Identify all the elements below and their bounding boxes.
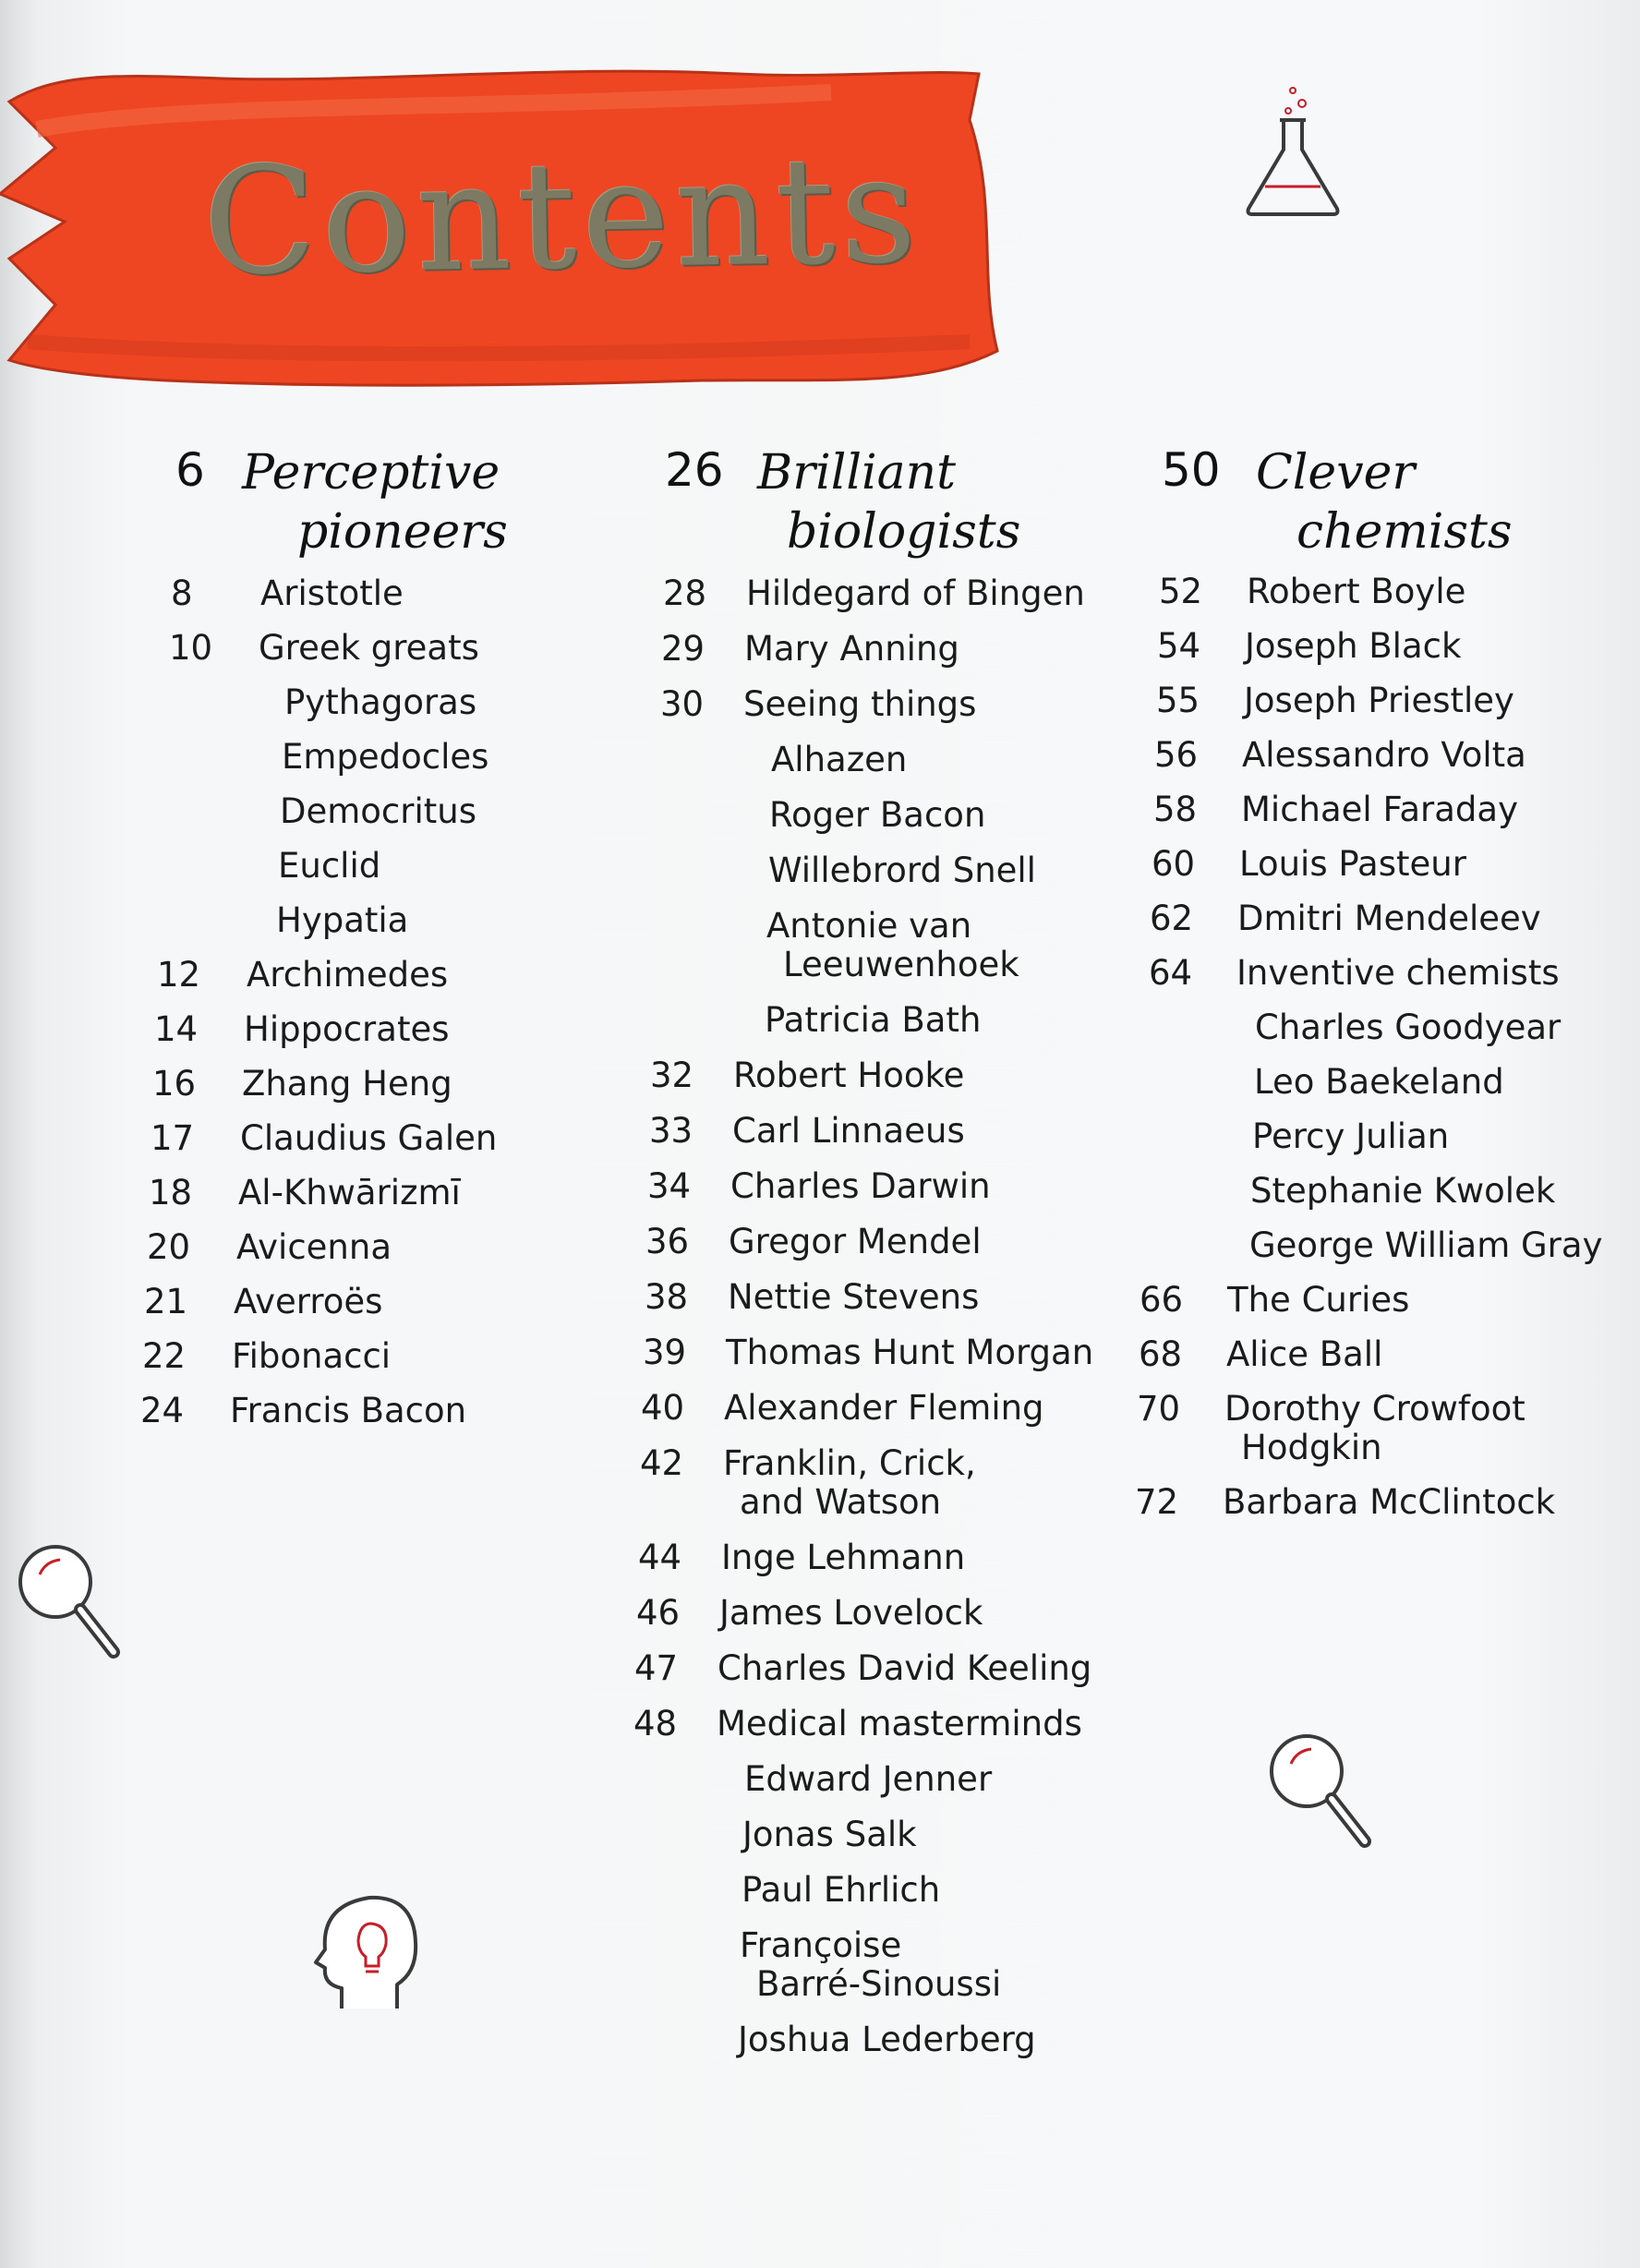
entry-page-number: 55 [1156,681,1200,720]
entry-title: Pythagoras [284,682,477,722]
entry-title: Paul Ehrlich [742,1870,941,1910]
entry-page-number: 66 [1140,1280,1184,1320]
entry-title: Mary Anning [744,629,959,669]
entry-title: Hypatia [276,900,409,940]
entry-page-number: 22 [142,1336,187,1376]
entry-title: Democritus [280,791,477,831]
entry-page-number: 54 [1157,626,1201,666]
entry-title: James Lovelock [719,1593,983,1633]
entry-page-number: 30 [660,684,705,724]
entry-page-number: 47 [634,1648,679,1688]
entry-title-continued: Leeuwenhoek [783,945,1019,984]
entry-title: Patricia Bath [765,1000,982,1040]
entry-title: Joseph Black [1245,626,1462,666]
entry-title: Avicenna [236,1227,392,1267]
entry-title: Charles Goodyear [1255,1007,1562,1047]
entry-title: Jonas Salk [742,1815,917,1854]
entry-title: George William Gray [1249,1225,1603,1265]
entry-title: Charles David Keeling [718,1648,1092,1688]
entry-title: Robert Hooke [733,1056,965,1095]
head-lightbulb-icon [305,1888,425,2018]
entry-title: Thomas Hunt Morgan [726,1333,1094,1372]
entry-page-number: 24 [140,1391,185,1430]
entry-page-number: 29 [661,629,705,669]
entry-page-number: 34 [647,1166,692,1206]
entry-title: Franklin, Crick, [723,1443,976,1483]
entry-page-number: 42 [640,1443,684,1483]
entry-page-number: 72 [1135,1482,1179,1522]
magnifier-icon [14,1538,125,1667]
entry-page-number: 64 [1149,953,1193,993]
entry-page-number: 58 [1153,790,1198,829]
entry-page-number: 68 [1139,1334,1183,1374]
entry-title-continued: and Watson [740,1482,942,1522]
entry-title: Alhazen [771,740,908,779]
entry-title: Percy Julian [1252,1116,1450,1156]
section-perceptive-pioneers [175,443,563,582]
entry-page-number: 40 [641,1388,685,1428]
section-page-number: 26 [665,443,724,497]
section-heading [665,443,1090,582]
entry-page-number: 17 [151,1118,195,1158]
entry-title: Joseph Priestley [1244,681,1514,720]
flask-icon [1237,83,1348,222]
section-page-number: 6 [175,443,205,497]
entry-title: Michael Faraday [1241,790,1518,829]
entry-title: Joshua Lederberg [738,2020,1036,2059]
entry-title: Robert Boyle [1247,572,1466,611]
entry-title-continued: Hodgkin [1241,1428,1382,1467]
entry-title: Hildegard of Bingen [746,573,1085,613]
entry-title: Al-Khwārizmī [238,1173,461,1212]
entry-title: Alessandro Volta [1242,735,1526,775]
section-page-number: 50 [1162,443,1221,497]
entry-title: Françoise [740,1925,902,1965]
entry-title: Louis Pasteur [1239,844,1466,884]
section-title: Brilliant biologists [757,445,1021,560]
entry-title: Barbara McClintock [1223,1482,1556,1522]
entry-page-number: 52 [1159,572,1203,611]
entry-title: Stephanie Kwolek [1250,1171,1556,1211]
entry-title: Willebrord Snell [768,850,1036,890]
entry-title: Dmitri Mendeleev [1237,899,1541,938]
entry-page-number: 18 [149,1173,193,1212]
entry-title: Medical masterminds [717,1704,1082,1743]
entry-title: Inge Lehmann [721,1538,966,1577]
entry-title: Averroës [234,1282,383,1321]
entry-title: Charles Darwin [730,1166,991,1206]
entry-page-number: 10 [169,628,213,668]
entry-title: Gregor Mendel [729,1222,982,1261]
entry-title: Euclid [278,846,381,886]
entry-page-number: 62 [1150,899,1194,938]
section-title: Perceptive pioneers [242,445,508,560]
entry-title: Nettie Stevens [728,1277,980,1317]
section-clever-chemists [1162,443,1605,582]
entry-title: Seeing things [743,684,977,724]
entry-title: Roger Bacon [769,795,986,835]
entry-title: Aristotle [260,573,404,613]
entry-page-number: 36 [645,1222,690,1261]
entry-page-number: 44 [638,1538,682,1577]
entry-page-number: 46 [636,1593,681,1633]
entry-page-number: 21 [144,1282,188,1321]
section-brilliant-biologists [665,443,1090,582]
entry-title: Empedocles [282,737,489,777]
entry-page-number: 14 [154,1009,199,1049]
entry-title: The Curies [1227,1280,1410,1320]
entry-title: Edward Jenner [744,1759,993,1799]
entry-title: Antonie van [766,906,972,946]
entry-page-number: 12 [157,955,201,995]
entry-page-number: 8 [171,573,193,613]
entry-title: Zhang Heng [242,1064,452,1104]
entry-page-number: 20 [147,1227,191,1267]
entry-page-number: 39 [643,1333,687,1372]
entry-title: Hippocrates [244,1009,450,1049]
entry-page-number: 60 [1152,844,1196,884]
entry-title: Francis Bacon [230,1391,467,1430]
entry-title: Archimedes [247,955,449,995]
entry-title: Leo Baekeland [1254,1062,1504,1102]
entry-title: Fibonacci [232,1336,392,1376]
section-title: Clever chemists [1256,445,1513,560]
entry-title: Inventive chemists [1236,953,1560,993]
entry-title-continued: Barré-Sinoussi [756,1964,1002,2004]
magnifier-icon [1265,1727,1376,1856]
entry-title: Alice Ball [1226,1334,1383,1374]
page-title: Contents [201,123,923,308]
entry-page-number: 38 [645,1277,689,1317]
section-heading [175,443,563,582]
entry-title: Claudius Galen [240,1118,498,1158]
entry-page-number: 28 [663,573,707,613]
entry-page-number: 56 [1154,735,1199,775]
entry-page-number: 16 [152,1064,197,1104]
entry-page-number: 70 [1137,1389,1181,1429]
entry-page-number: 32 [650,1056,694,1095]
entry-title: Alexander Fleming [724,1388,1044,1428]
entry-title: Dorothy Crowfoot [1224,1389,1525,1429]
entry-page-number: 48 [633,1704,678,1743]
entry-title: Carl Linnaeus [732,1111,965,1151]
section-heading [1162,443,1605,582]
entry-page-number: 33 [649,1111,693,1151]
entry-title: Greek greats [259,628,479,668]
